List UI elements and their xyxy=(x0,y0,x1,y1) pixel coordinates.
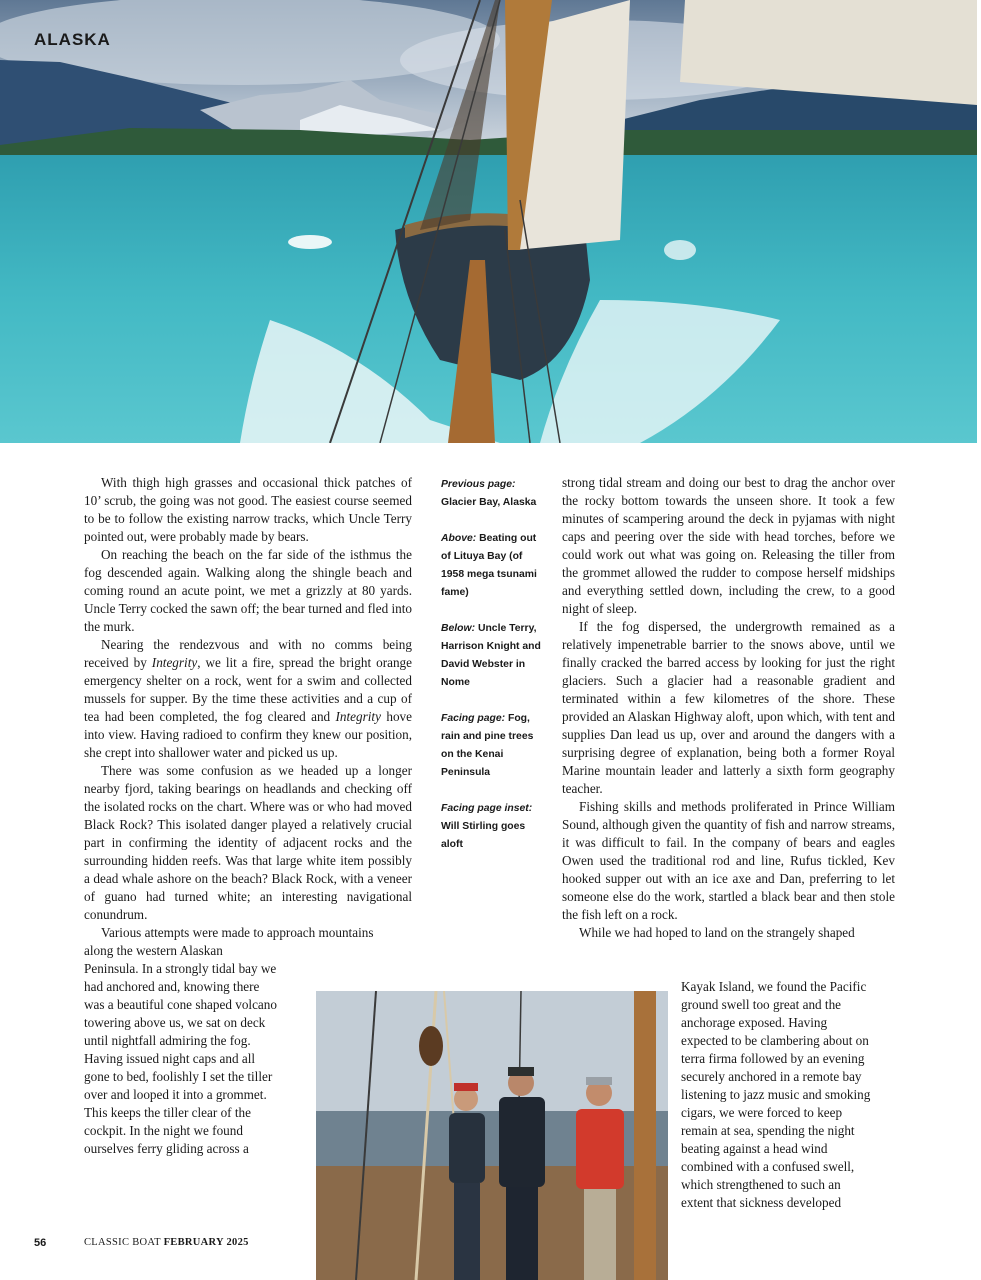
paragraph-wrap: Kayak Island, we found the Pacific ground swell too great and the anchorage exposed. Having expected to be clambering about on terra firma followed by an evening securely anchored in a remote bay listening to jazz music and smoking cigars, we were forced to keep remain at sea, spending the night beating against a head wind combined with a confused swell, which strengthened to such an extent that sickness developed xyxy=(681,979,871,1210)
caption-label: Facing page inset: xyxy=(441,803,533,814)
hero-photo xyxy=(0,0,977,443)
paragraph: If the fog dispersed, the undergrowth remained as a relatively impenetrable barrier to the snows above, until we finally cracked the barred access by looking for just the right glaciers. Such a glacier had a reasonable gradient and terminated within a few kilometres of the shore. These provided an Alaskan Highway aloft, upon which, with tent and supplies Dan lead us up, over and around the dangers with a surprising degree of explanation, being both a former Royal Marine mountain leader and latterly a sixth form geography teacher. xyxy=(562,619,895,796)
crew-photo-icon xyxy=(316,991,668,1280)
inset-photo xyxy=(316,991,668,1280)
caption-label: Previous page: xyxy=(441,479,516,490)
paragraph: Various attempts were made to approach mountains xyxy=(101,925,374,940)
ship-name: Integrity xyxy=(335,709,381,724)
paragraph: There was some confusion as we headed up a longer nearby fjord, taking bearings on headlands and checking off the isolated rocks on the chart. Where was or who had moved Black Rock? This isolated danger played a relatively crucial part in confirming the identity of adjacent rocks and the surrounding hidden reefs. Was that large white item possibly a dead whale ashore on the beach? Black Rock, with a veneer of guano had turned white; an interesting navigational conundrum. xyxy=(84,763,412,922)
caption xyxy=(441,620,545,692)
text-run: , we lit a fire, spread the bright orange emergency shelter on a rock, went for a swim and collected mussels for supper. By the time these activities and a cup of tea had been completed, the fog cleared and xyxy=(84,655,413,724)
magazine-name: CLASSIC BOAT xyxy=(84,1237,161,1248)
caption xyxy=(441,530,545,602)
paragraph: While we had hoped to land on the strangely shaped xyxy=(579,925,855,940)
text-run: hove into view. Having radioed to confirm they knew our position, she crept into shallower water and picked us up. xyxy=(84,709,412,760)
caption xyxy=(441,476,545,512)
issue-date: FEBRUARY 2025 xyxy=(163,1237,249,1248)
caption-text: Uncle Terry, Harrison Knight and David Webster in Nome xyxy=(441,623,541,688)
caption-text: Glacier Bay, Alaska xyxy=(441,497,537,508)
text-run: Nearing the rendezvous and with no comms being received by xyxy=(84,637,412,670)
caption-column xyxy=(441,476,545,872)
paragraph: With thigh high grasses and occasional thick patches of 10’ scrub, the going was not good. The easiest course seemed to be to follow the existing narrow tracks, which Uncle Terry pointed out, were probably made by bears. xyxy=(84,475,412,544)
caption-label: Facing page: xyxy=(441,713,506,724)
section-tag: ALASKA xyxy=(34,30,111,49)
caption-label: Below: xyxy=(441,623,476,634)
schooner-photo-icon xyxy=(0,0,977,443)
page-number: 56 xyxy=(34,1237,47,1249)
magazine-footer xyxy=(84,1237,249,1248)
paragraph xyxy=(84,636,412,762)
ship-name: Integrity xyxy=(151,655,198,670)
paragraph: On reaching the beach on the far side of the isthmus the fog descended again. Walking along the shingle beach and coming round an acute point, we met a grizzly at 80 yards. Uncle Terry cocked the sawn off; the bear turned and fled into the murk. xyxy=(84,547,412,634)
paragraph: strong tidal stream and doing our best to drag the anchor over the rocky bottom towards the unseen shore. It took a few minutes of scampering around the deck in pyjamas with night caps and peering over the side with head torches, before we could work out what was going on. Releasing the tiller from the grommet allowed the rudder to compose herself midships and everything settled down, including the crew, to a good night of sleep. xyxy=(562,475,895,616)
caption xyxy=(441,800,545,854)
caption-text: Fog, rain and pine trees on the Kenai Peninsula xyxy=(441,713,534,778)
body-column-right xyxy=(562,474,895,942)
caption xyxy=(441,710,545,782)
body-column-right-wrap xyxy=(681,978,895,1212)
paragraph: Fishing skills and methods proliferated in Prince William Sound, although given the quantity of fish and narrow streams, it was difficult to fail. In the company of bears and eagles Owen used the traditional rod and line, Rufus tickled, Kev hooked supper out with an ice axe and Dan, preferring to let someone else do the work, startled a black bear and then stole the fish left on a rock. xyxy=(562,799,895,922)
caption-label: Above: xyxy=(441,533,477,544)
paragraph-wrap: along the western Alaskan Peninsula. In a strongly tidal bay we had anchored and, knowing there was a beautiful cone shaped volcano towering above us, we sat on deck until nightfall admiring the fog. Having issued night caps and all gone to bed, foolishly I set the tiller over and looped it into a grommet. This keeps the tiller clear of the cockpit. In the night we found ourselves ferry gliding across a xyxy=(84,943,277,1156)
caption-text: Beating out of Lituya Bay (of 1958 mega tsunami fame) xyxy=(441,533,537,598)
caption-text: Will Stirling goes aloft xyxy=(441,821,526,850)
